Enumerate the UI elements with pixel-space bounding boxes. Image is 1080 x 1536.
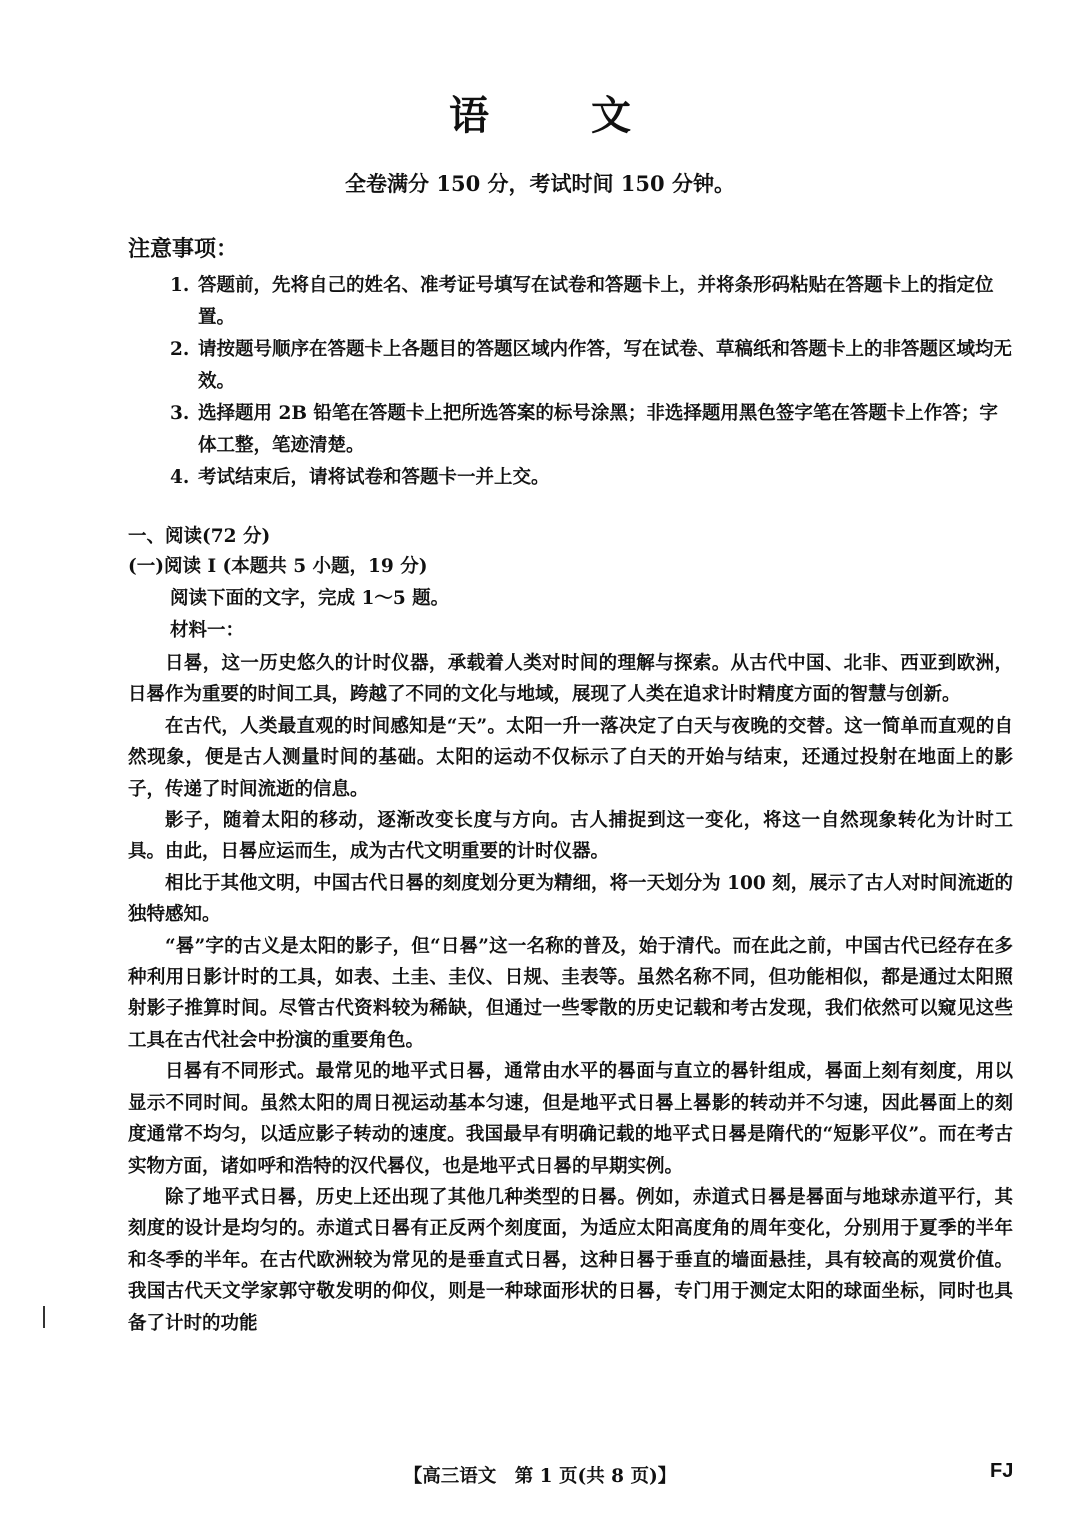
footer-code: FJ xyxy=(990,1460,1014,1482)
notice-list xyxy=(170,270,1015,494)
passage-paragraph: 相比于其他文明，中国古代日晷的刻度划分更为精细，将一天划分为 100 刻，展示了古人对时间流逝的独特感知。 xyxy=(128,872,1013,926)
passage-paragraph: 日晷有不同形式。最常见的地平式日晷，通常由水平的晷面与直立的晷针组成，晷面上刻有刻度，用以显示不同时间。虽然太阳的周日视运动基本匀速，但是地平式日晷上晷影的转动并不匀速，因此晷面上的刻度通常不均匀，以适应影子转动的速度。我国最早有明确记载的地平式日晷是隋代的“短影平仪”。而在考古实物方面，诸如呼和浩特的汉代晷仪，也是地平式日晷的早期实例。 xyxy=(128,1061,1013,1177)
passage-paragraph: “晷”字的古义是太阳的影子，但“日晷”这一名称的普及，始于清代。而在此之前，中国古代已经存在多种利用日影计时的工具，如表、土圭、圭仪、日规、圭表等。虽然名称不同，但功能相似，都是通过太阳照射影子推算时间。尽管古代资料较为稀缺，但通过一些零散的历史记载和考古发现，我们依然可以窥见这些工具在古代社会中扮演的重要角色。 xyxy=(128,935,1013,1051)
notice-text: 考试结束后，请将试卷和答题卡一并上交。 xyxy=(198,467,550,488)
material-label: 材料一： xyxy=(170,620,245,641)
notice-number: 2. xyxy=(170,339,190,360)
page-footer: 【高三语文 第 1 页(共 8 页)】 xyxy=(403,1466,677,1487)
notice-item xyxy=(170,398,1015,462)
subsection-heading: (一)阅读 I (本题共 5 小题，19 分) xyxy=(128,556,428,577)
notice-text: 选择题用 2B 铅笔在答题卡上把所选答案的标号涂黑；非选择题用黑色签字笔在答题卡上作答；字体工整，笔迹清楚。 xyxy=(198,403,998,456)
passage-paragraph: 除了地平式日晷，历史上还出现了其他几种类型的日晷。例如，赤道式日晷是晷面与地球赤道平行，其刻度的设计是均匀的。赤道式日晷有正反两个刻度面，为适应太阳高度角的周年变化，分别用于夏季的半年和冬季的半年。在古代欧洲较为常见的是垂直式日晷，这种日晷于垂直的墙面悬挂，具有较高的观赏价值。我国古代天文学家郭守敬发明的仰仪，则是一种球面形状的日晷，专门用于测定太阳的球面坐标，同时也具备了计时的功能 xyxy=(128,1186,1013,1334)
notice-item xyxy=(170,270,1015,334)
passage-paragraph: 在古代，人类最直观的时间感知是“天”。太阳一升一落决定了白天与夜晚的交替。这一简单而直观的自然现象，便是古人测量时间的基础。太阳的运动不仅标示了白天的开始与结束，还通过投射在地面上的影子，传递了时间流逝的信息。 xyxy=(128,715,1013,800)
notice-number: 1. xyxy=(170,275,190,296)
passage-paragraph: 影子，随着太阳的移动，逐渐改变长度与方向。古人捕捉到这一变化，将这一自然现象转化为计时工具。由此，日晷应运而生，成为古代文明重要的计时仪器。 xyxy=(128,810,1013,863)
section-heading: 一、阅读(72 分) xyxy=(128,526,271,547)
notice-heading: 注意事项： xyxy=(128,236,239,262)
notice-text: 请按题号顺序在答题卡上各题目的答题区域内作答，写在试卷、草稿纸和答题卡上的非答题区域均无效。 xyxy=(198,339,1013,392)
notice-number: 4. xyxy=(170,467,190,488)
passage-paragraph: 日晷，这一历史悠久的计时仪器，承载着人类对时间的理解与探索。从古代中国、北非、西亚到欧洲，日晷作为重要的时间工具，跨越了不同的文化与地域，展现了人类在追求计时精度方面的智慧与创新。 xyxy=(128,653,1013,706)
notice-item xyxy=(170,462,1015,494)
margin-mark xyxy=(43,1306,45,1328)
reading-passage xyxy=(128,648,1013,1339)
reading-instruction: 阅读下面的文字，完成 1～5 题。 xyxy=(170,588,450,609)
notice-item xyxy=(170,334,1015,398)
page-title: 语 文 xyxy=(449,92,675,139)
notice-text: 答题前，先将自己的姓名、准考证号填写在试卷和答题卡上，并将条形码粘贴在答题卡上的指定位置。 xyxy=(198,275,994,328)
notice-number: 3. xyxy=(170,403,190,424)
exam-info: 全卷满分 150 分，考试时间 150 分钟。 xyxy=(345,171,735,196)
